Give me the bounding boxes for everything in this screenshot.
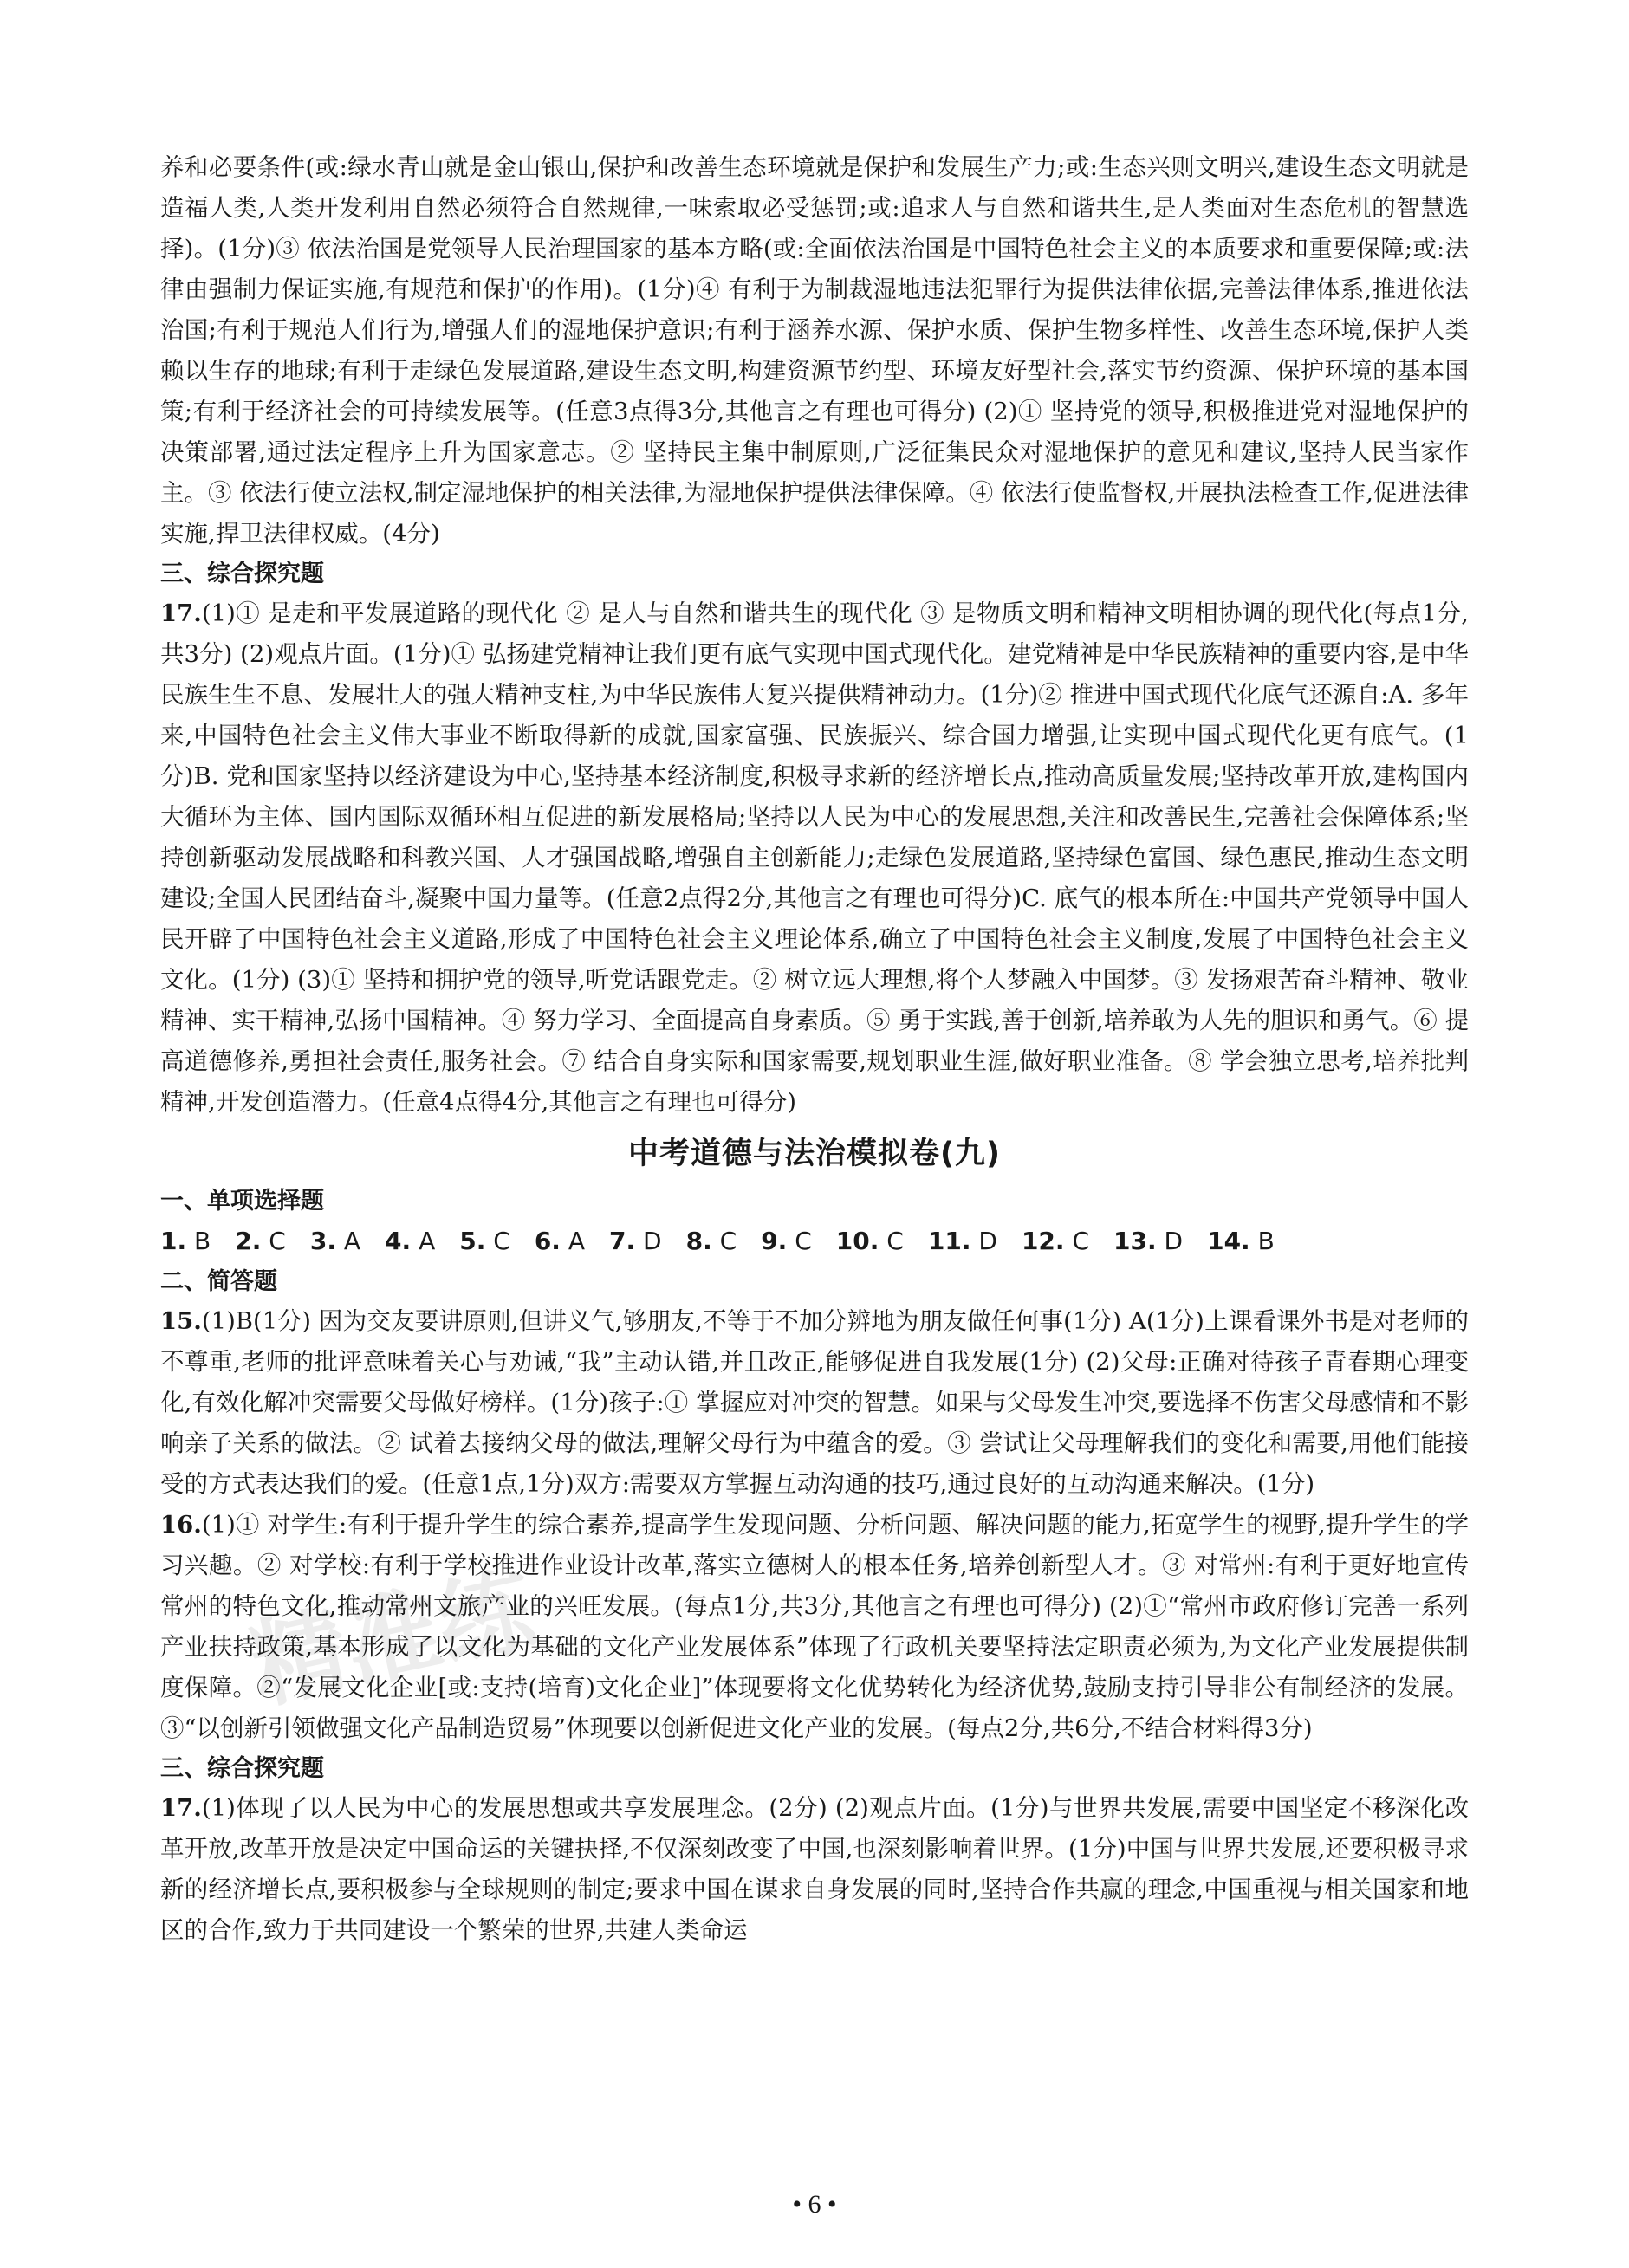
- page-content: [160, 147, 1469, 1951]
- question-number: 17.: [160, 1794, 202, 1822]
- question-17-answer: [160, 593, 1469, 1123]
- mc-answer-letter: A: [419, 1227, 436, 1255]
- mc-answer-letter: D: [978, 1227, 997, 1255]
- mc-question-number: 6.: [534, 1227, 561, 1255]
- mc-answer-item: [1207, 1221, 1275, 1262]
- mc-answer-item: [1022, 1221, 1089, 1262]
- intro-paragraph: 养和必要条件(或:绿水青山就是金山银山,保护和改善生态环境就是保护和发展生产力;或:生态兴则文明兴,建设生态文明就是造福人类,人类开发利用自然必须符合自然规律,一味索取必受惩罚;或:追求人与自然和谐共生,是人类面对生态危机的智慧选择)。(1分)③ 依法治国是党领导人民治理国家的基本方略(或:全面依法治国是中国特色社会主义的本质要求和重要保障;或:法律由强制力保证实施,有规范和保护的作用)。(1分)④ 有利于为制裁湿地违法犯罪行为提供法律依据,完善法律体系,推进依法治国;有利于规范人们行为,增强人们的湿地保护意识;有利于涵养水源、保护水质、保护生物多样性、改善生态环境,保护人类赖以生存的地球;有利于走绿色发展道路,建设生态文明,构建资源节约型、环境友好型社会,落实节约资源、保护环境的基本国策;有利于经济社会的可持续发展等。(任意3点得3分,其他言之有理也可得分) (2)① 坚持党的领导,积极推进党对湿地保护的决策部署,通过法定程序上升为国家意志。② 坚持民主集中制原则,广泛征集民众对湿地保护的意见和建议,坚持人民当家作主。③ 依法行使立法权,制定湿地保护的相关法律,为湿地保护提供法律保障。④ 依法行使监督权,开展执法检查工作,促进法律实施,捍卫法律权威。(4分): [160, 153, 1469, 548]
- mc-answer-item: [836, 1221, 904, 1262]
- mc-answer-item: [609, 1221, 662, 1262]
- mc-answer-letter: D: [1164, 1227, 1184, 1255]
- mc-answer-item: [160, 1221, 211, 1262]
- mc-answer-letter: B: [1257, 1227, 1275, 1255]
- mc-question-number: 5.: [459, 1227, 486, 1255]
- mc-answer-item: [235, 1221, 286, 1262]
- mc-answer-item: [1113, 1221, 1183, 1262]
- mc-answer-item: [535, 1221, 585, 1262]
- question-number: 16.: [160, 1511, 202, 1539]
- mc-answer-item: [928, 1221, 997, 1262]
- watermark: 精准练: [241, 1554, 545, 1723]
- mc-answer-letter: B: [194, 1227, 211, 1255]
- question-number: 17.: [160, 599, 202, 627]
- mc-question-number: 1.: [160, 1227, 187, 1255]
- mc-question-number: 10.: [835, 1227, 879, 1255]
- mc-answer-letter: C: [493, 1227, 510, 1255]
- mc-question-number: 14.: [1207, 1227, 1250, 1255]
- multiple-choice-answers: [160, 1221, 1469, 1262]
- mc-answer-item: [686, 1221, 737, 1262]
- mc-answer-letter: A: [568, 1227, 585, 1255]
- question-16-answer: [160, 1505, 1469, 1749]
- mc-answer-letter: C: [795, 1227, 812, 1255]
- page-number: • 6 •: [792, 2190, 837, 2219]
- mc-question-number: 13.: [1113, 1227, 1157, 1255]
- mc-question-number: 8.: [685, 1227, 712, 1255]
- mc-answer-letter: C: [1072, 1227, 1090, 1255]
- mc-question-number: 4.: [385, 1227, 412, 1255]
- mc-answer-letter: D: [643, 1227, 662, 1255]
- mc-answer-letter: C: [269, 1227, 286, 1255]
- section-heading-comprehensive-2: 三、综合探究题: [160, 1755, 324, 1782]
- section-heading-comprehensive: 三、综合探究题: [160, 561, 324, 587]
- mc-answer-letter: C: [886, 1227, 904, 1255]
- question-text: (1)① 是走和平发展道路的现代化 ② 是人与自然和谐共生的现代化 ③ 是物质文明和精神文明相协调的现代化(每点1分,共3分) (2)观点片面。(1分)① 弘扬建党精神让我们更有底气实现中国式现代化。建党精神是中华民族精神的重要内容,是中华民族生生不息、发展壮大的强大精神支柱,为中华民族伟大复兴提供精神动力。(1分)② 推进中国式现代化底气还源自:A. 多年来,中国特色社会主义伟大事业不断取得新的成就,国家富强、民族振兴、综合国力增强,让实现中国式现代化更有底气。(1分)B. 党和国家坚持以经济建设为中心,坚持基本经济制度,积极寻求新的经济增长点,推动高质量发展;坚持改革开放,建构国内大循环为主体、国内国际双循环相互促进的新发展格局;坚持以人民为中心的发展思想,关注和改善民生,完善社会保障体系;坚持创新驱动发展战略和科教兴国、人才强国战略,增强自主创新能力;走绿色发展道路,坚持绿色富国、绿色惠民,推动生态文明建设;全国人民团结奋斗,凝聚中国力量等。(任意2点得2分,其他言之有理也可得分)C. 底气的根本所在:中国共产党领导中国人民开辟了中国特色社会主义道路,形成了中国特色社会主义理论体系,确立了中国特色社会主义制度,发展了中国特色社会主义文化。(1分) (3)① 坚持和拥护党的领导,听党话跟党走。② 树立远大理想,将个人梦融入中国梦。③ 发扬艰苦奋斗精神、敬业精神、实干精神,弘扬中国精神。④ 努力学习、全面提高自身素质。⑤ 勇于实践,善于创新,培养敢为人先的胆识和勇气。⑥ 提高道德修养,勇担社会责任,服务社会。⑦ 结合自身实际和国家需要,规划职业生涯,做好职业准备。⑧ 学会独立思考,培养批判精神,开发创造潜力。(任意4点得4分,其他言之有理也可得分): [160, 599, 1469, 1116]
- mc-answer-letter: A: [343, 1227, 361, 1255]
- mc-question-number: 11.: [927, 1227, 971, 1255]
- mc-question-number: 9.: [761, 1227, 788, 1255]
- mc-answer-item: [761, 1221, 812, 1262]
- mc-question-number: 2.: [235, 1227, 262, 1255]
- section-heading-short-answer: 二、简答题: [160, 1268, 277, 1295]
- question-17b-answer: [160, 1788, 1469, 1951]
- mc-answer-item: [310, 1221, 360, 1262]
- exam-title: 中考道德与法治模拟卷(九): [628, 1137, 1001, 1171]
- mc-question-number: 12.: [1021, 1227, 1065, 1255]
- question-number: 15.: [160, 1307, 202, 1335]
- question-15-answer: [160, 1301, 1469, 1505]
- question-text: (1)① 对学生:有利于提升学生的综合素养,提高学生发现问题、分析问题、解决问题的能力,拓宽学生的视野,提升学生的学习兴趣。② 对学校:有利于学校推进作业设计改革,落实立德树人的根本任务,培养创新型人才。③ 对常州:有利于更好地宣传常州的特色文化,推动常州文旅产业的兴旺发展。(每点1分,共3分,其他言之有理也可得分) (2)①“常州市政府修订完善一系列产业扶持政策,基本形成了以文化为基础的文化产业发展体系”体现了行政机关要坚持法定职责必须为,为文化产业发展提供制度保障。②“发展文化企业[或:支持(培育)文化企业]”体现要将文化优势转化为经济优势,鼓励支持引导非公有制经济的发展。③“以创新引领做强文化产品制造贸易”体现要以创新促进文化产业的发展。(每点2分,共6分,不结合材料得3分): [160, 1511, 1469, 1742]
- mc-answer-item: [385, 1221, 435, 1262]
- question-text: (1)体现了以人民为中心的发展思想或共享发展理念。(2分) (2)观点片面。(1分)与世界共发展,需要中国坚定不移深化改革开放,改革开放是决定中国命运的关键抉择,不仅深刻改变了中国,也深刻影响着世界。(1分)中国与世界共发展,还要积极寻求新的经济增长点,要积极参与全球规则的制定;要求中国在谋求自身发展的同时,坚持合作共赢的理念,中国重视与相关国家和地区的合作,致力于共同建设一个繁荣的世界,共建人类命运: [160, 1794, 1469, 1944]
- mc-question-number: 3.: [309, 1227, 336, 1255]
- mc-answer-item: [459, 1221, 510, 1262]
- section-heading-single-choice: 一、单项选择题: [160, 1188, 324, 1215]
- question-text: (1)B(1分) 因为交友要讲原则,但讲义气,够朋友,不等于不加分辨地为朋友做任何事(1分) A(1分)上课看课外书是对老师的不尊重,老师的批评意味着关心与劝诫,“我”主动认错,并且改正,能够促进自我发展(1分) (2)父母:正确对待孩子青春期心理变化,有效化解冲突需要父母做好榜样。(1分)孩子:① 掌握应对冲突的智慧。如果与父母发生冲突,要选择不伤害父母感情和不影响亲子关系的做法。② 试着去接纳父母的做法,理解父母行为中蕴含的爱。③ 尝试让父母理解我们的变化和需要,用他们能接受的方式表达我们的爱。(任意1点,1分)双方:需要双方掌握互动沟通的技巧,通过良好的互动沟通来解决。(1分): [160, 1307, 1469, 1498]
- mc-answer-letter: C: [719, 1227, 737, 1255]
- mc-question-number: 7.: [609, 1227, 636, 1255]
